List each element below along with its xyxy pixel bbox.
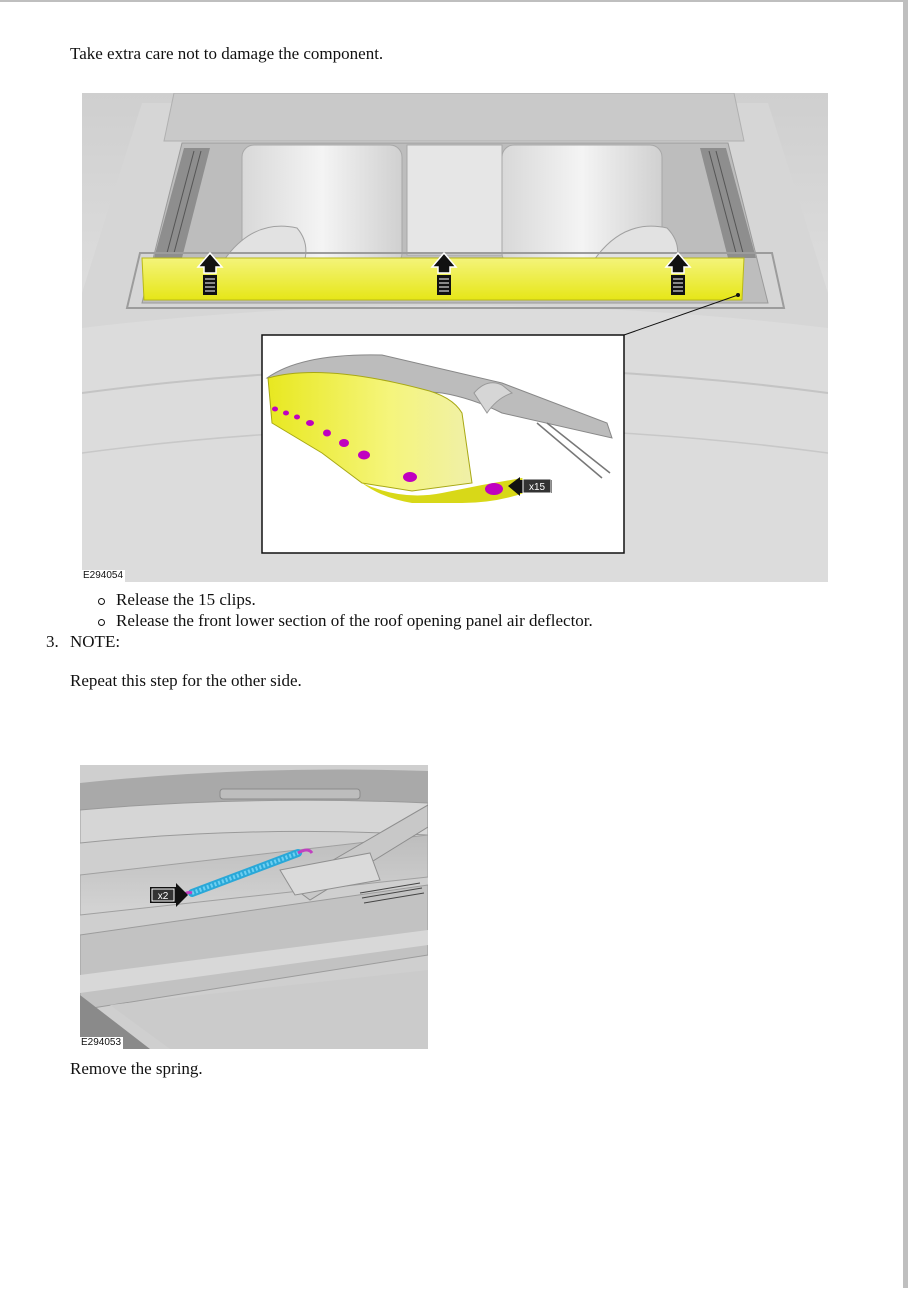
figure-id-label: E294054 [83, 570, 124, 581]
bullet-icon [98, 598, 105, 605]
list-item-text: Release the 15 clips. [116, 590, 256, 609]
bullet-icon [98, 619, 105, 626]
figure-id-label: E294053 [81, 1037, 122, 1048]
list-item [96, 611, 593, 632]
figure-roof-air-deflector [82, 93, 828, 582]
list-item [96, 590, 593, 611]
roof-air-deflector-illustration [82, 93, 828, 582]
step-number: 3. [46, 632, 59, 651]
callout-x15-label: x15 [528, 482, 546, 493]
closing-text: Remove the spring. [70, 1059, 203, 1078]
figure-spring [80, 765, 428, 1049]
callout-x2-label: x2 [157, 891, 169, 902]
list-item-text: Release the front lower section of the roof opening panel air deflector. [116, 611, 593, 630]
note-text: Repeat this step for the other side. [70, 671, 302, 690]
spring-illustration [80, 765, 428, 1049]
caution-text: Take extra care not to damage the component. [70, 44, 384, 63]
note-label: NOTE: [70, 632, 121, 651]
substep-list [96, 590, 593, 632]
